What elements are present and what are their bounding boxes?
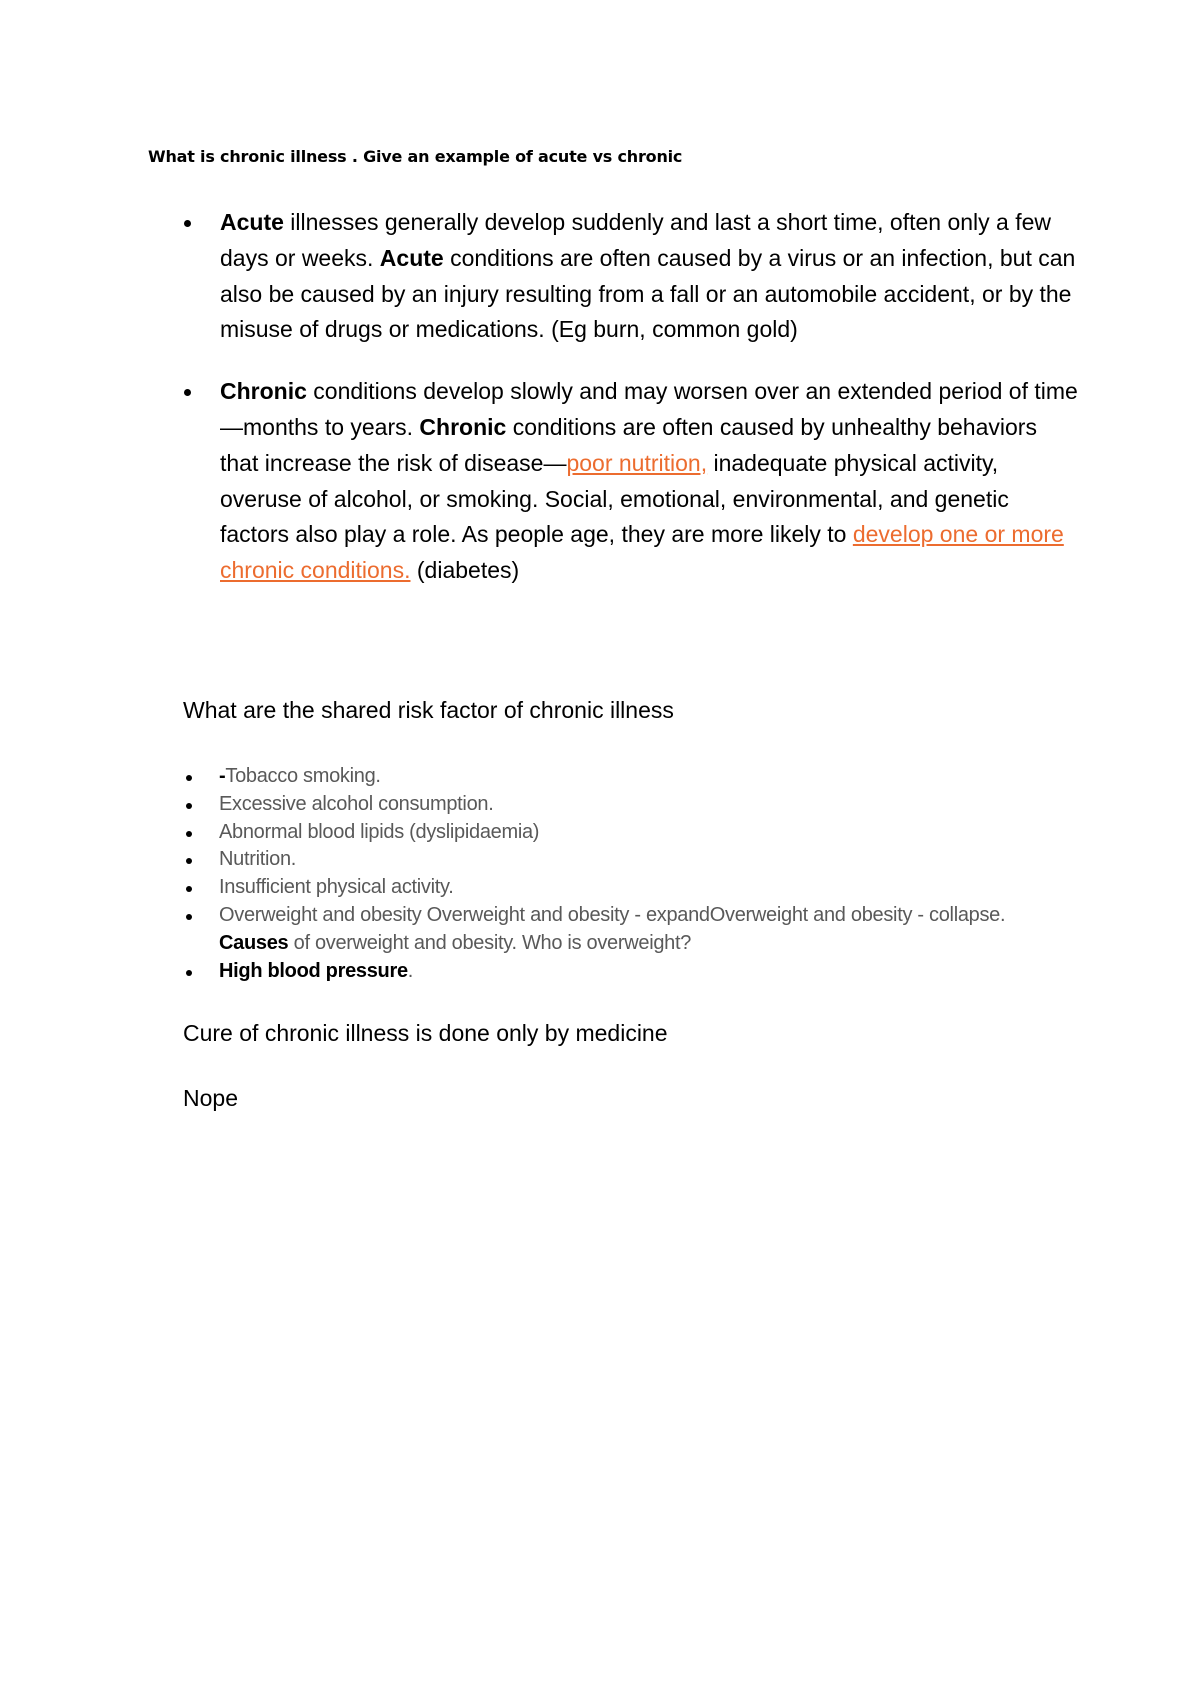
bullet-icon: [184, 389, 191, 396]
list-item: [0, 902, 1019, 958]
bullet-icon: [186, 775, 192, 781]
list-item: [0, 791, 1019, 819]
link-poor-nutrition[interactable]: poor nutrition,: [566, 449, 708, 476]
term-acute-2: Acute: [379, 244, 444, 271]
acute-text-2: conditions are often caused by a virus or an infection, but can also be caused by an injury resulting from a fall or an automobile accident, or by the misuse of drugs or medications. (Eg burn, common gold): [220, 244, 1076, 343]
chronic-text-1: conditions develop slowly and may worsen over an extended period of time—months to years.: [220, 378, 1078, 440]
term-acute: Acute: [220, 209, 284, 235]
term-chronic: Chronic: [220, 378, 307, 405]
acute-chronic-list: [0, 205, 1200, 589]
chronic-text-3: inadequate physical activity, overuse of alcohol, or smoking. Social, emotional, environmental, and genetic factors also play a role. As people age, they are more likely to: [220, 449, 1009, 548]
bullet-icon: [186, 914, 192, 920]
list-item-text: of overweight and obesity. Who is overweight?: [288, 931, 692, 954]
list-item-text: Nutrition.: [219, 848, 297, 871]
bold-causes: Causes: [219, 931, 289, 954]
list-item: [0, 874, 1019, 902]
term-chronic-2: Chronic: [419, 413, 507, 440]
list-item-acute: [0, 205, 1080, 348]
bold-high-blood-pressure: High blood pressure: [219, 959, 408, 982]
bullet-icon: [186, 803, 192, 809]
list-item: [0, 819, 1019, 847]
bullet-icon: [184, 220, 191, 227]
chronic-text-4: (diabetes): [410, 557, 520, 584]
list-item-text: Insufficient physical activity.: [219, 876, 454, 899]
chronic-text-2: conditions are often caused by unhealthy behaviors that increase the risk of disease—: [220, 413, 1037, 476]
list-item-text: Excessive alcohol consumption.: [219, 792, 494, 815]
question-chronic-illness: What is chronic illness . Give an example of acute vs chronic: [148, 147, 683, 166]
list-item: [0, 958, 1019, 986]
question-shared-risk-factors: What are the shared risk factor of chronic illness: [183, 697, 674, 723]
link-develop-chronic-conditions[interactable]: develop one or more chronic conditions.: [220, 521, 1064, 584]
list-item-text: .: [407, 959, 414, 982]
answer-text: Nope: [183, 1085, 238, 1111]
question-cure: Cure of chronic illness is done only by medicine: [183, 1020, 668, 1046]
acute-text-1: illnesses generally develop suddenly and last a short time, often only a few days or weeks.: [220, 209, 1052, 271]
list-item: [0, 763, 1019, 791]
list-item-text: Overweight and obesity Overweight and obesity - expandOverweight and obesity - collapse.: [219, 903, 1006, 926]
list-item-text: Tobacco smoking.: [225, 765, 381, 787]
risk-factors-list: [0, 763, 1019, 985]
list-item-text: Abnormal blood lipids (dyslipidaemia): [219, 820, 540, 843]
bullet-icon: [186, 970, 192, 976]
bullet-icon: [186, 831, 192, 837]
list-item: [0, 846, 1019, 874]
bullet-icon: [186, 886, 192, 892]
bullet-icon: [186, 858, 192, 864]
dash: -: [219, 765, 226, 787]
list-item-chronic: [0, 374, 1080, 589]
